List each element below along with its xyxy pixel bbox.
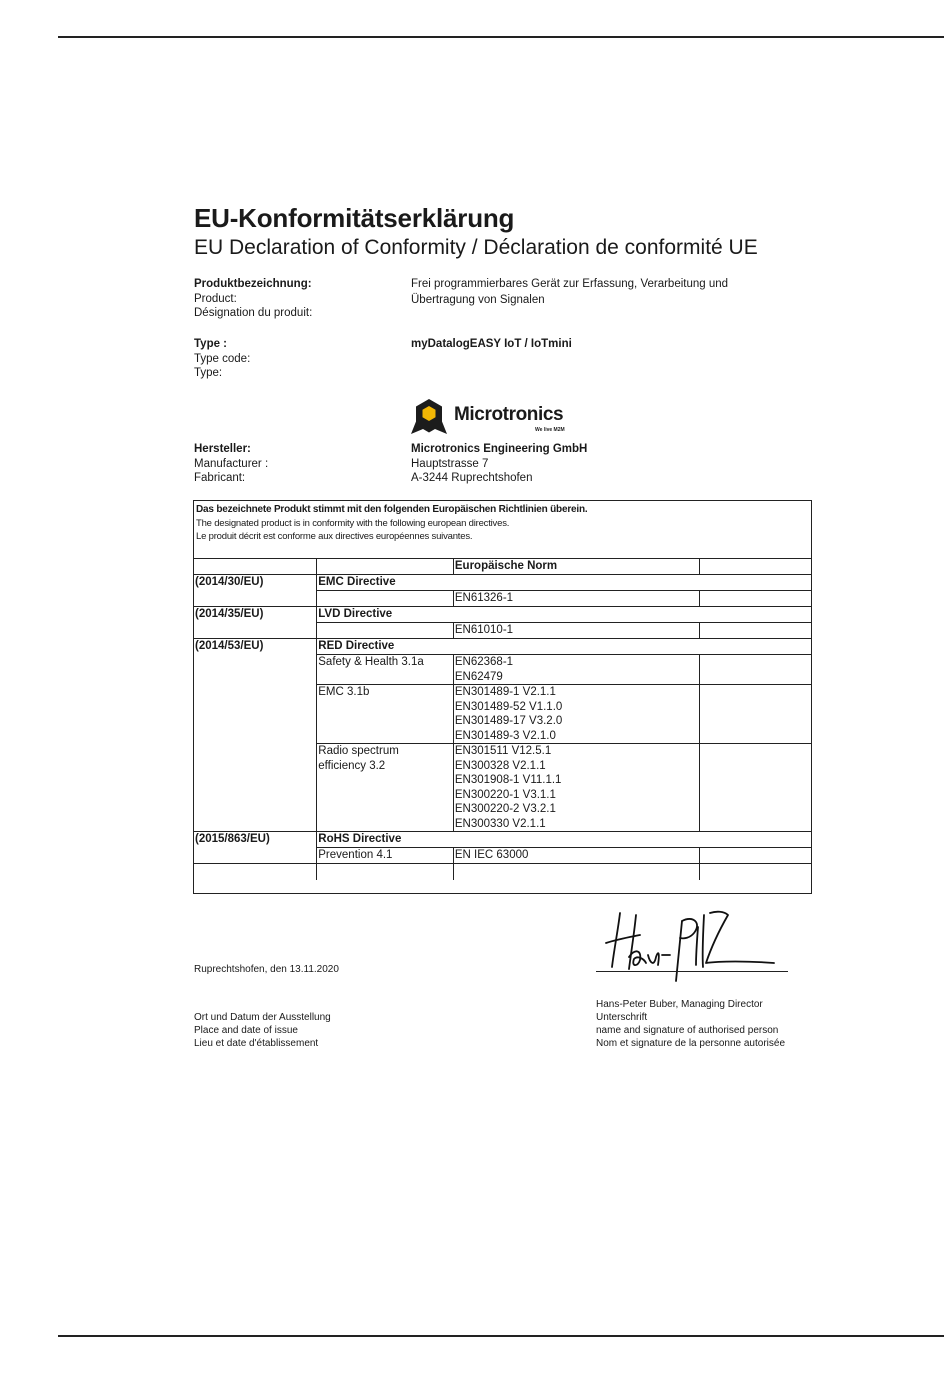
red-radio-norms: [453, 744, 699, 832]
red-radio-norm: EN300220-1 V3.1.1: [454, 788, 556, 801]
logo-tagline: We live M2M: [535, 427, 565, 433]
red-directive-name: RED Directive: [317, 639, 811, 655]
red-emc-norm: EN301489-3 V2.1.0: [454, 729, 556, 742]
lvd-directive-name: LVD Directive: [317, 607, 811, 623]
product-label-de: Produktbezeichnung:: [194, 278, 312, 290]
emc-directive-name: EMC Directive: [317, 575, 811, 591]
type-label-fr: Type:: [194, 367, 223, 379]
place-labels: [194, 1011, 331, 1050]
signature-label-de: Unterschrift: [596, 1012, 648, 1023]
red-radio-norm: EN301908-1 V11.1.1: [454, 774, 562, 786]
signature-label-fr: Nom et signature de la personne autorisée: [596, 1038, 786, 1049]
product-label-en: Product:: [194, 292, 237, 305]
type-labels: [194, 337, 250, 381]
table-row: [194, 575, 811, 591]
manufacturer-address: [411, 442, 587, 486]
place-label-en: Place and date of issue: [194, 1025, 298, 1036]
type-value: myDatalogEASY IoT / IoTmini: [411, 338, 572, 350]
rohs-directive-name: RoHS Directive: [317, 832, 811, 848]
product-value-line1: Frei programmierbares Gerät zur Erfassung, Verarbeitung und: [411, 278, 729, 290]
manufacturer-label-de: Hersteller:: [194, 443, 251, 455]
red-radio-label-line1: Radio spectrum: [318, 745, 399, 757]
directives-intro-de: Das bezeichnete Produkt stimmt mit den folgenden Europäischen Richtlinien überein.: [196, 504, 588, 515]
red-emc-norm: EN301489-17 V3.2.0: [454, 715, 563, 727]
manufacturer-city: A-3244 Ruprechtshofen: [411, 472, 533, 484]
red-emc-norm: EN301489-52 V1.1.0: [454, 700, 563, 713]
lvd-directive-code: (2014/35/EU): [194, 607, 317, 623]
rohs-prevention-label: Prevention 4.1: [317, 848, 454, 864]
product-value-line2: Übertragung von Signalen: [411, 293, 545, 306]
microtronics-logo: [411, 396, 581, 438]
table-row: [194, 591, 811, 607]
manufacturer-label-en: Manufacturer :: [194, 457, 269, 470]
norm-column-header: Europäische Norm: [453, 559, 699, 575]
signatory-name: Hans-Peter Buber, Managing Director: [596, 999, 763, 1010]
signature-label-en: name and signature of authorised person: [596, 1025, 779, 1036]
manufacturer-labels: [194, 442, 268, 486]
lvd-norm: EN61010-1: [453, 623, 699, 639]
table-row: [194, 559, 811, 575]
rohs-norm: EN IEC 63000: [453, 848, 699, 864]
norms-table: [194, 558, 811, 880]
document-title: EU-Konformitätserklärung: [194, 203, 515, 233]
product-value: [411, 277, 728, 308]
red-radio-norm: EN301511 V12.5.1: [454, 745, 552, 757]
footer-rule: [58, 1335, 944, 1337]
table-row: [194, 623, 811, 639]
table-row: [194, 639, 811, 655]
red-radio-norm: EN300328 V2.1.1: [454, 759, 546, 772]
red-safety-norm: EN62479: [454, 670, 503, 683]
signatory-block: [596, 998, 785, 1050]
directives-intro-fr: Le produit décrit est conforme aux directives européennes suivantes.: [196, 531, 473, 542]
table-row: [194, 832, 811, 848]
place-label-de: Ort und Datum der Ausstellung: [194, 1012, 331, 1023]
header-rule: [58, 36, 944, 38]
red-emc-norm: EN301489-1 V2.1.1: [454, 686, 556, 698]
emc-directive-code: (2014/30/EU): [194, 575, 317, 591]
place-and-date: Ruprechtshofen, den 13.11.2020: [194, 964, 339, 975]
directives-table: [193, 500, 812, 894]
table-row: [194, 607, 811, 623]
red-radio-norm: EN300330 V2.1.1: [454, 817, 546, 830]
product-labels: [194, 277, 312, 321]
directives-intro: [196, 503, 587, 544]
product-label-fr: Désignation du produit:: [194, 307, 313, 319]
logo-wordmark: Microtronics: [454, 404, 564, 425]
manufacturer-label-fr: Fabricant:: [194, 472, 246, 484]
signature-line: [596, 971, 788, 972]
red-emc-label: EMC 3.1b: [317, 685, 454, 744]
red-radio-label-line2: efficiency 3.2: [318, 759, 386, 772]
emc-norm: EN61326-1: [453, 591, 699, 607]
table-row: [194, 864, 811, 880]
manufacturer-street: Hauptstrasse 7: [411, 457, 489, 470]
place-label-fr: Lieu et date d'établissement: [194, 1038, 319, 1049]
table-row: [194, 848, 811, 864]
red-directive-code: (2014/53/EU): [194, 639, 317, 832]
red-safety-label: Safety & Health 3.1a: [317, 655, 454, 685]
type-label-en: Type code:: [194, 352, 251, 365]
rohs-directive-code: (2015/863/EU): [194, 832, 317, 848]
red-radio-label: [317, 744, 454, 832]
red-radio-norm: EN300220-2 V3.2.1: [454, 803, 556, 815]
type-label-de: Type :: [194, 338, 228, 350]
red-emc-norms: [453, 685, 699, 744]
microtronics-logo-icon: [411, 396, 447, 438]
red-safety-norm: EN62368-1: [454, 656, 514, 668]
handwritten-signature: [598, 905, 778, 985]
manufacturer-name: Microtronics Engineering GmbH: [411, 443, 588, 455]
document-subtitle: EU Declaration of Conformity / Déclaration de conformité UE: [194, 236, 758, 259]
red-safety-norms: [453, 655, 699, 685]
directives-intro-en: The designated product is in conformity with the following european directives.: [196, 517, 510, 529]
